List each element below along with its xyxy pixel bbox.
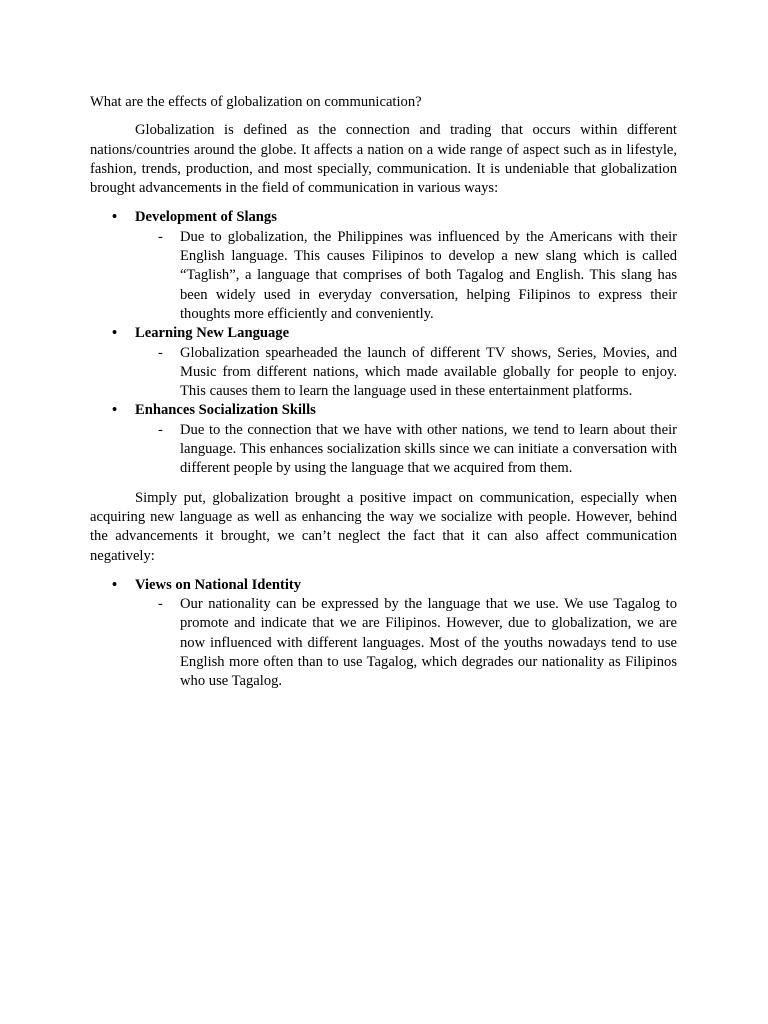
bullet-heading: Development of Slangs xyxy=(135,209,277,226)
transition-paragraph: Simply put, globalization brought a positive impact on communication, especially when acquiring new language as well as enhancing the way we socialize with people. However, behind the advancements it brought, we can’t neglect the fact that it can also affect communication negatively: xyxy=(90,489,677,564)
positive-effects-list xyxy=(90,208,677,478)
bullet-icon: • xyxy=(112,576,118,593)
bullet-detail-text: Globalization spearheaded the launch of different TV shows, Series, Movies, and Music from different nations, which made available globally for people to enjoy. This causes them to learn the language used in these entertainment platforms. xyxy=(180,344,677,400)
bullet-detail xyxy=(135,344,677,402)
bullet-detail-text: Due to the connection that we have with other nations, we tend to learn about their language. This enhances socialization skills since we can initiate a conversation with different people by using the language that we acquired from them. xyxy=(180,421,677,477)
list-item xyxy=(90,324,677,401)
negative-effects-list xyxy=(90,576,677,692)
bullet-detail xyxy=(135,228,677,324)
dash-icon: - xyxy=(158,344,163,361)
document-question: What are the effects of globalization on communication? xyxy=(90,94,422,110)
dash-icon: - xyxy=(158,228,163,245)
bullet-detail xyxy=(135,595,677,691)
bullet-heading: Views on National Identity xyxy=(135,576,302,593)
intro-paragraph: Globalization is defined as the connection and trading that occurs within different nations/countries around the globe. It affects a nation on a wide range of aspect such as in lifestyle, fashion, trends, production, and most specially, communication. It is undeniable that globalization brought advancements in the field of communication in various ways: xyxy=(90,122,677,197)
bullet-heading: Learning New Language xyxy=(135,325,290,342)
bullet-heading: Enhances Socialization Skills xyxy=(135,402,316,419)
dash-icon: - xyxy=(158,596,163,613)
bullet-detail-text: Our nationality can be expressed by the language that we use. We use Tagalog to promote and indicate that we are Filipinos. However, due to globalization, we are now influenced with different languages. Most of the youths nowadays tend to use English more often than to use Tagalog, which degrades our nationality as Filipinos who use Tagalog. xyxy=(180,596,677,690)
list-item xyxy=(90,576,677,692)
list-item xyxy=(90,401,677,478)
dash-icon: - xyxy=(158,421,163,438)
list-item xyxy=(90,208,677,324)
bullet-icon: • xyxy=(112,325,118,342)
bullet-detail xyxy=(135,421,677,479)
document-page xyxy=(90,93,677,702)
bullet-detail-text: Due to globalization, the Philippines was influenced by the Americans with their English language. This causes Filipinos to develop a new slang which is called “Taglish”, a language that comprises of both Tagalog and English. This slang has been widely used in everyday conversation, helping Filipinos to express their thoughts more efficiently and conveniently. xyxy=(180,228,677,322)
bullet-icon: • xyxy=(112,402,118,419)
bullet-icon: • xyxy=(112,209,118,226)
